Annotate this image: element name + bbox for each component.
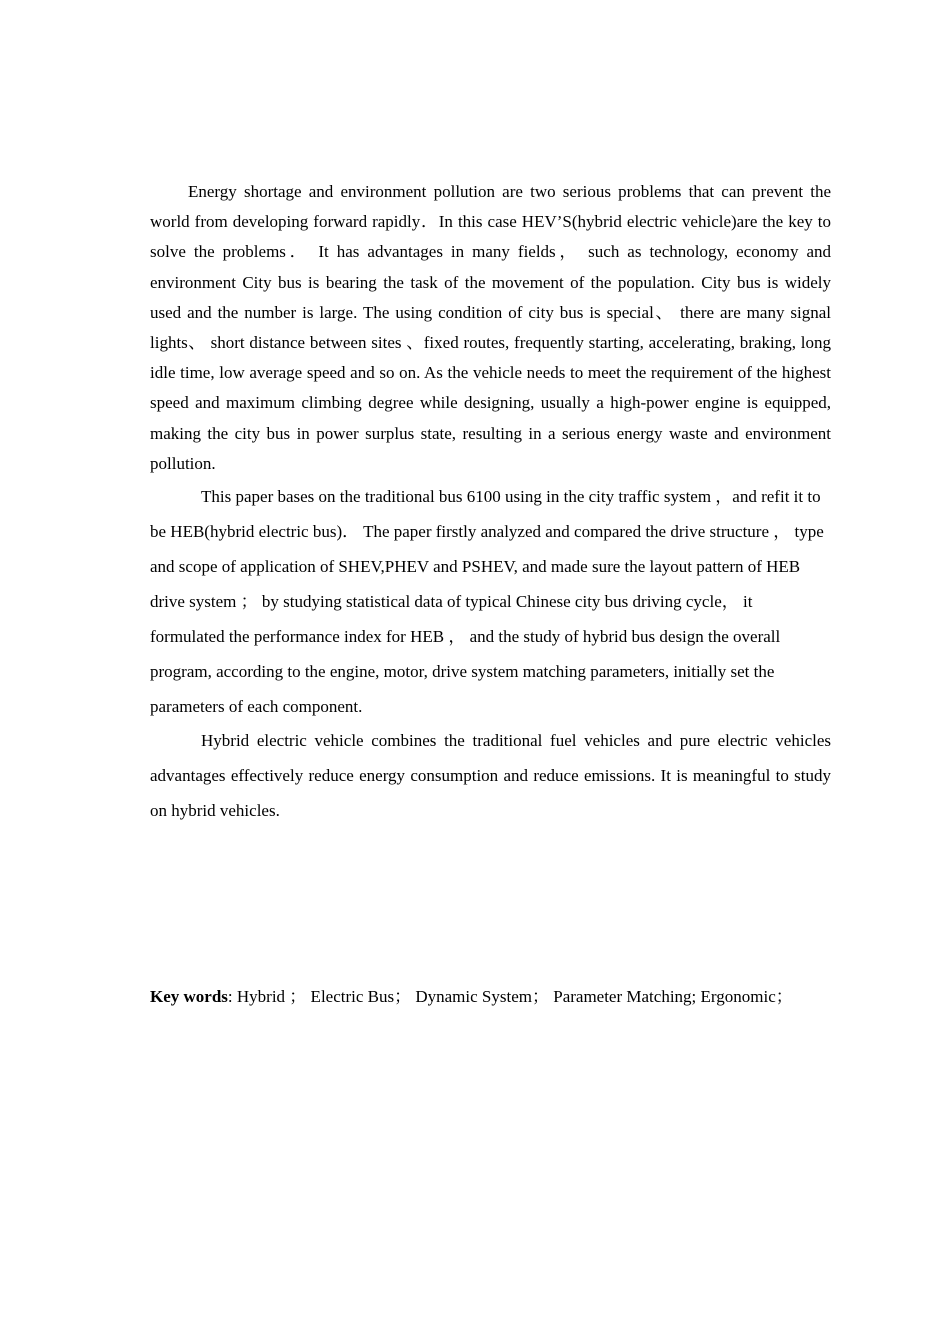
abstract-paragraph-2: This paper bases on the traditional bus 6100 using in the city traffic system ，and refit it to be HEB(hybrid electric bus)． The paper firstly analyzed and compared the drive structure ， type and scope of application of SHEV,PHEV and PSHEV, and made sure the layout pattern of HEB drive system ； by studying statistical data of typical Chinese city bus driving cycle， it formulated the performance index for HEB ， and the study of hybrid bus design the overall program, according to the engine, motor, drive system matching parameters, initially set the parameters of each component. — [150, 487, 824, 717]
keywords-label: Key words — [150, 987, 228, 1006]
keywords-line — [150, 982, 831, 1013]
abstract-paragraph-1: Energy shortage and environment pollution are two serious problems that can prevent the world from developing forward rapidly．In this case HEV’S(hybrid electric vehicle)are the key to solve the problems． It has advantages in many fields， such as technology, economy and environment City bus is bearing the task of the movement of the population. City bus is widely used and the number is large. The using condition of city bus is special、 there are many signal lights、 short distance between sites 、fixed routes, frequently starting, accelerating, braking, long idle time, low average speed and so on. As the vehicle needs to meet the requirement of the highest speed and maximum climbing degree while designing, usually a high-power engine is equipped, making the city bus in power surplus state, resulting in a serious energy waste and environment pollution. — [150, 182, 831, 473]
abstract-body — [150, 177, 831, 828]
abstract-paragraph-3: Hybrid electric vehicle combines the traditional fuel vehicles and pure electric vehicles advantages effectively reduce energy consumption and reduce emissions. It is meaningful to study on hybrid vehicles. — [150, 731, 831, 821]
keywords-text: : Hybrid ； Electric Bus； Dynamic System； Parameter Matching; Ergonomic； — [227, 987, 793, 1006]
